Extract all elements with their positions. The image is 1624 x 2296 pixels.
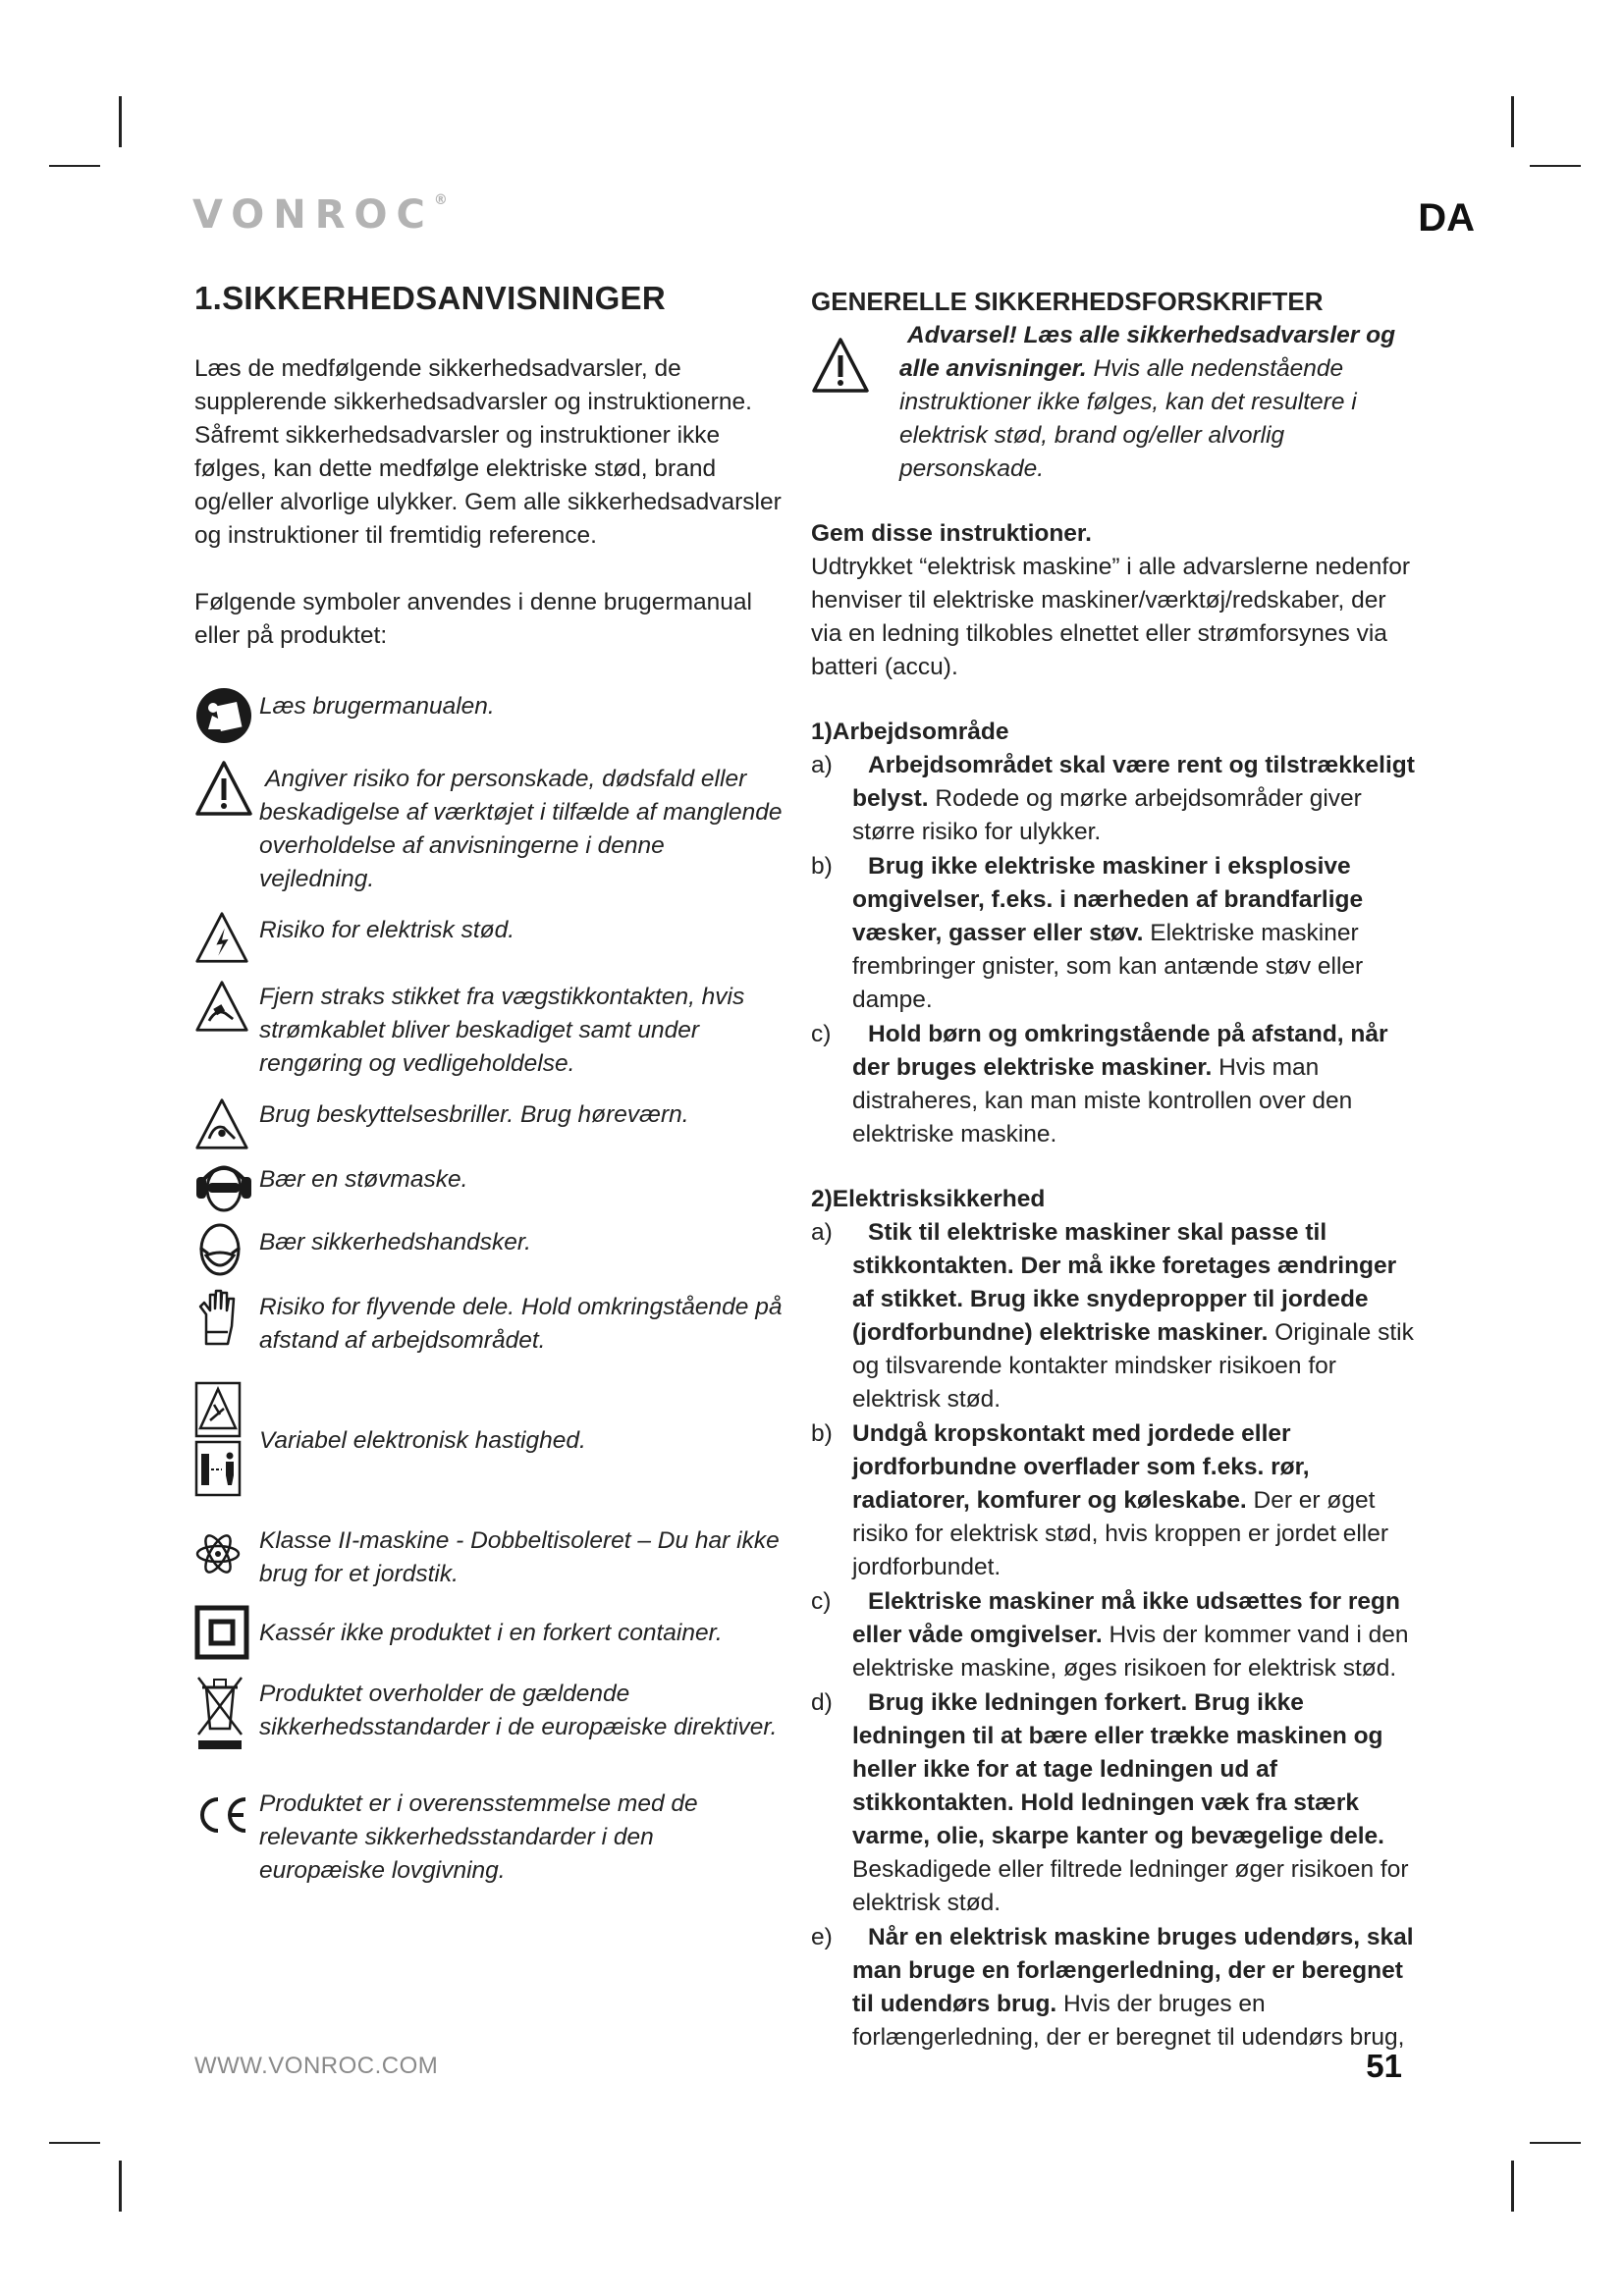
crop-mark: [119, 96, 122, 147]
weee-bin-icon: [194, 1674, 245, 1752]
list-item: d) Brug ikke ledningen forkert. Brug ikke ledningen til at bære eller trække maskinen og heller ikke for at tage ledningen ud af stikkontakten. Hold ledningen væk fra stærk varme, olie, skarpe kanter og bevægelige dele. Beskadigede eller filtrede ledninger øger risikoen for elektrisk stød.: [811, 1689, 1409, 1916]
language-code: DA: [1418, 196, 1475, 240]
brand-logo: VONROC®: [192, 192, 448, 238]
variable-speed-icon: [194, 1530, 242, 1577]
goggles-earmuffs-icon: [194, 1159, 253, 1214]
general-safety-title: GENERELLE SIKKERHEDSFORSKRIFTER: [811, 287, 1324, 316]
list-item: a) Stik til elektriske maskiner skal passe til stikkontakten. Der må ikke foretages ændringer af stikket. Brug ikke snydepropper til jordede (jordforbundne) elektriske maskiner. Originale stik og tilsvarende kontakter mindsker risikoen for elektrisk stød.: [811, 1219, 1414, 1413]
symbol-row: Brug beskyttelsesbriller. Brug høreværn.: [194, 1095, 784, 1153]
crop-mark: [1511, 2161, 1514, 2212]
symbols-intro: Følgende symboler anvendes i denne brugermanual eller på produktet:: [194, 589, 752, 649]
list-item: b) Brug ikke elektriske maskiner i eksplosive omgivelser, f.eks. i nærheden af brandfarlige væsker, gasser eller støv. Elektriske maskiner frembringer gnister, som kan antænde støv eller dampe.: [811, 853, 1364, 1013]
eye-protection-warning-icon: [194, 1095, 249, 1153]
read-manual-icon: [194, 686, 253, 745]
section-title: 2)Elektrisksikkerhed: [811, 1186, 1046, 1212]
warning-triangle-icon: [194, 759, 253, 818]
gloves-icon: [194, 1287, 240, 1346]
crop-mark: [119, 2161, 122, 2212]
list-item: a) Arbejdsområdet skal være rent og tilstrækkeligt belyst. Rodede og mørke arbejdsområder giver større risiko for ulykker.: [811, 752, 1415, 845]
list-item: c) Elektriske maskiner må ikke udsættes for regn eller våde omgivelser. Hvis der kommer vand i den elektriske maskine, øges risikoen for elektrisk stød.: [811, 1588, 1409, 1682]
list-item: e) Når en elektrisk maskine bruges udendørs, skal man bruge en forlængerledning, der er beregnet til udendørs brug. Hvis der bruges en forlængerledning, der er beregnet til udendørs brug,: [811, 1924, 1414, 2051]
crop-mark: [1530, 2142, 1581, 2144]
crop-mark: [1511, 96, 1514, 147]
symbol-row: Læs brugermanualen.: [194, 686, 784, 745]
symbol-row: Kassér ikke produktet i en forkert container.: [194, 1605, 784, 1660]
warning-text: Advarsel! Læs alle sikkerhedsadvarsler og alle anvisninger. Hvis alle nedenstående instruktioner ikke følges, kan det resultere i elektrisk stød, brand og/eller alvorlig personskade.: [899, 322, 1396, 482]
dust-mask-icon: [194, 1222, 245, 1279]
class-ii-icon: [194, 1605, 249, 1660]
flying-debris-distance-icon: [194, 1381, 242, 1497]
electric-shock-icon: [194, 910, 249, 965]
right-column: [811, 287, 1416, 2086]
symbol-row: Fjern straks stikket fra vægstikkontakten, hvis strømkablet bliver beskadiget samt under rengøring og vedligeholdelse.: [194, 977, 784, 1081]
symbol-row: Angiver risiko for personskade, dødsfald eller beskadigelse af værktøjet i tilfælde af manglende overholdelse af anvisningerne i denne vejledning.: [194, 759, 784, 896]
unplug-warning-icon: [194, 977, 249, 1036]
intro-paragraph: Læs de medfølgende sikkerhedsadvarsler, de supplerende sikkerhedsadvarsler og instruktionerne. Såfremt sikkerhedsadvarsler og instruktioner ikke følges, kan dette medfølge elektriske stød, brand og/eller alvorlige ulykker. Gem alle sikkerhedsadvarsler og instruktioner til fremtidig reference.: [194, 355, 782, 549]
list-item: c) Hold børn og omkringstående på afstand, når der bruges elektriske maskiner. Hvis man distraheres, kan man miste kontrollen over den elektriske maskine.: [811, 1021, 1388, 1148]
symbol-row: Risiko for elektrisk stød.: [194, 910, 784, 965]
warning-triangle-icon: [811, 337, 870, 394]
section-work-area: [811, 716, 1416, 1151]
section-electrical-safety: [811, 1183, 1416, 2055]
crop-mark: [49, 2142, 100, 2144]
section-title: 1.SIKKERHEDSANVISNINGER: [194, 280, 666, 316]
crop-mark: [1530, 165, 1581, 167]
section-title: 1)Arbejdsområde: [811, 719, 1009, 745]
footer-url: WWW.VONROC.COM: [194, 2053, 439, 2079]
symbol-row: Klasse II-maskine - Dobbeltisoleret – Du har ikke brug for et jordstik.: [194, 1521, 784, 1591]
symbol-row: Variabel elektronisk hastighed.: [194, 1381, 784, 1497]
list-item: b) Undgå kropskontakt med jordede eller jordforbundne overflader som f.eks. rør, radiatorer, komfurer og køleskabe. Der er øget risiko for elektrisk stød, hvis kroppen er jordet eller jordforbundet.: [811, 1420, 1388, 1580]
ce-mark-icon: [194, 1793, 253, 1837]
page-number: 51: [1366, 2048, 1402, 2084]
keep-instructions-title: Gem disse instruktioner.: [811, 520, 1092, 547]
keep-instructions-text: Udtrykket “elektrisk maskine” i alle advarslerne nedenfor henviser til elektriske maskiner/værktøj/redskaber, der via en ledning tilkobles elnettet eller strømforsynes via batteri (accu).: [811, 554, 1411, 680]
left-column: [194, 280, 784, 1907]
symbol-row: Produktet overholder de gældende sikkerhedsstandarder i de europæiske direktiver.: [194, 1674, 784, 1752]
symbol-row: Produktet er i overensstemmelse med de relevante sikkerhedsstandarder i den europæiske lovgivning.: [194, 1784, 784, 1888]
warning-block: [811, 319, 1416, 486]
symbol-row: Bær sikkerhedshandsker.: [194, 1222, 784, 1279]
symbol-row: Bær en støvmaske.: [194, 1159, 784, 1214]
crop-mark: [49, 165, 100, 167]
symbol-row: Risiko for flyvende dele. Hold omkringstående på afstand af arbejdsområdet.: [194, 1287, 784, 1358]
